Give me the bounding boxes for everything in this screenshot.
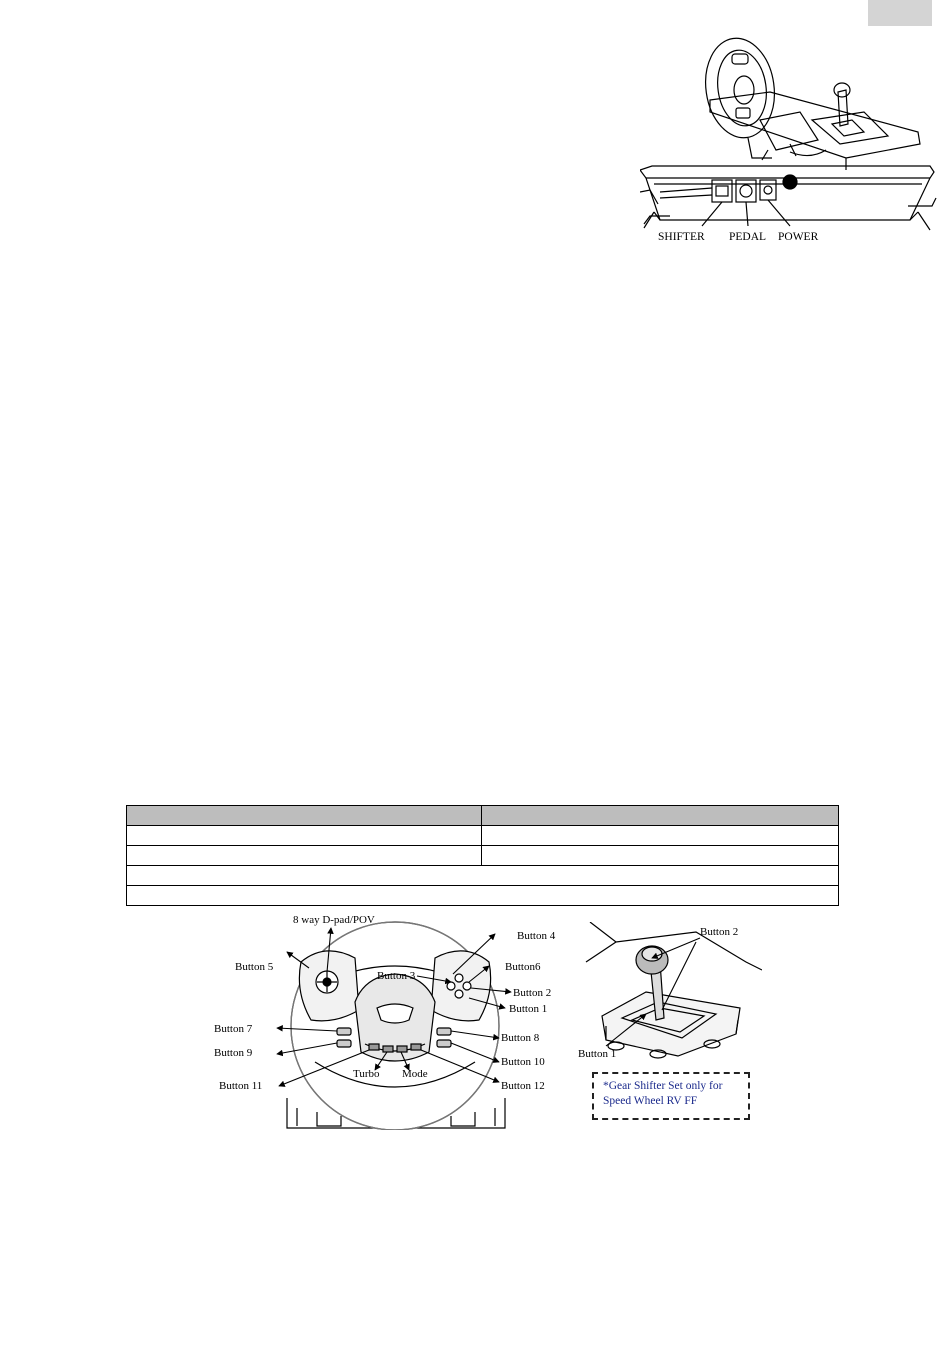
button-11-label: Button 11 bbox=[219, 1080, 263, 1092]
shifter-button-1-label: Button 1 bbox=[578, 1048, 617, 1060]
button-1-label: Button 1 bbox=[509, 1003, 548, 1015]
table-cell bbox=[127, 846, 482, 866]
table-row bbox=[127, 826, 839, 846]
wheel-setup-illustration bbox=[640, 20, 938, 248]
pedal-port-label: PEDAL bbox=[729, 231, 767, 243]
spec-table bbox=[126, 805, 839, 906]
table-cell-merged bbox=[127, 886, 839, 906]
button-9-label: Button 9 bbox=[214, 1047, 253, 1059]
table-header-cell bbox=[127, 806, 482, 826]
table-row bbox=[127, 886, 839, 906]
button-3-label: Button 3 bbox=[377, 970, 416, 982]
mode-label: Mode bbox=[402, 1068, 428, 1080]
table-header-row bbox=[127, 806, 839, 826]
button-12-label: Button 12 bbox=[501, 1080, 545, 1092]
table-cell-merged bbox=[127, 866, 839, 886]
steering-wheel-illustration bbox=[205, 912, 583, 1130]
wheel-button-diagram bbox=[205, 912, 583, 1130]
connector-figure bbox=[640, 20, 938, 248]
power-port-label: POWER bbox=[778, 231, 819, 243]
shifter-port-label: SHIFTER bbox=[658, 231, 705, 243]
shifter-note-box bbox=[592, 1072, 750, 1120]
shifter-note-line-1: *Gear Shifter Set only for bbox=[603, 1080, 723, 1092]
button-6-label: Button6 bbox=[505, 961, 541, 973]
table-cell bbox=[482, 826, 839, 846]
table-row bbox=[127, 866, 839, 886]
button-7-label: Button 7 bbox=[214, 1023, 253, 1035]
table-cell bbox=[482, 846, 839, 866]
button-10-label: Button 10 bbox=[501, 1056, 545, 1068]
turbo-label: Turbo bbox=[353, 1068, 380, 1080]
dpad-label: 8 way D-pad/POV bbox=[293, 914, 375, 926]
shifter-button-2-label: Button 2 bbox=[700, 926, 739, 938]
button-4-label: Button 4 bbox=[517, 930, 556, 942]
table-cell bbox=[127, 826, 482, 846]
button-2-label: Button 2 bbox=[513, 987, 552, 999]
button-8-label: Button 8 bbox=[501, 1032, 540, 1044]
table-row bbox=[127, 846, 839, 866]
table-header-cell bbox=[482, 806, 839, 826]
shifter-note-line-2: Speed Wheel RV FF bbox=[603, 1095, 698, 1107]
button-5-label: Button 5 bbox=[235, 961, 274, 973]
